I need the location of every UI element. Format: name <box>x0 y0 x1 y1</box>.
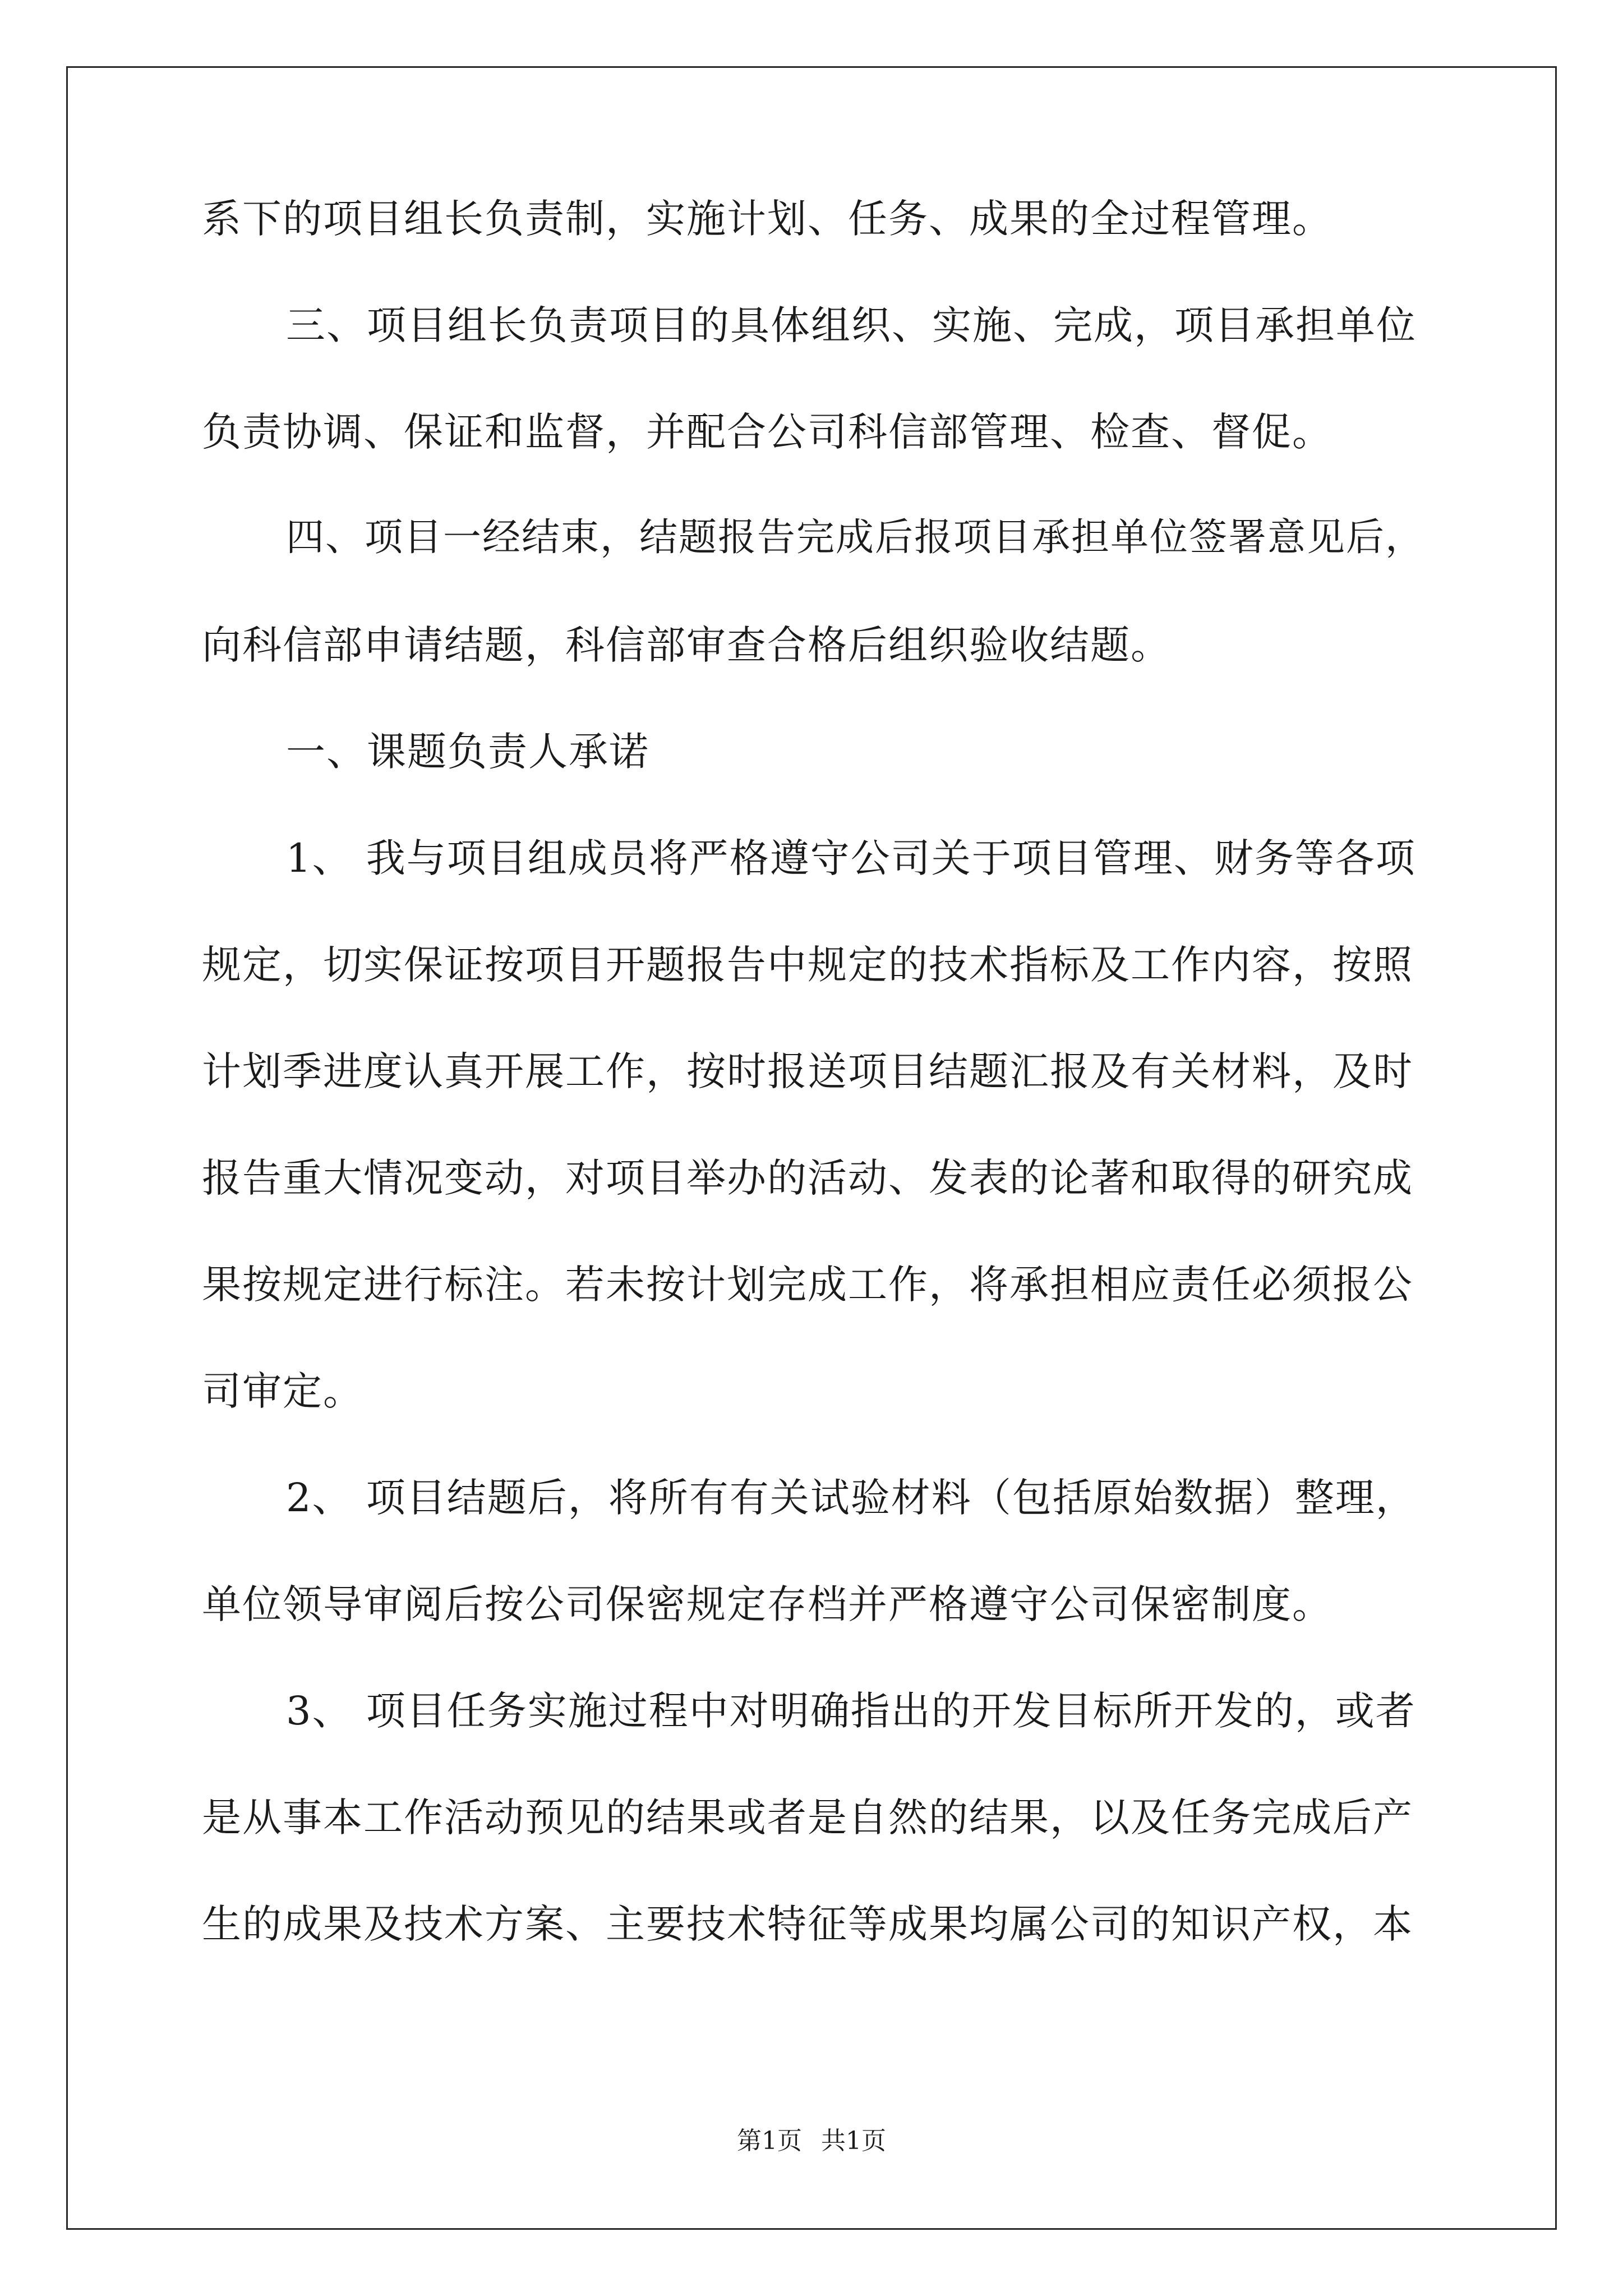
section-heading: 一、课题负责人承诺 <box>286 729 649 775</box>
text-line: 3、 项目任务实施过程中对明确指出的开发目标所开发的，或者 <box>286 1688 1416 1734</box>
text-line: 报告重大情况变动，对项目举办的活动、发表的论著和取得的研究成 <box>202 1155 1413 1201</box>
text-line: 单位领导审阅后按公司保密规定存档并严格遵守公司保密制度。 <box>202 1581 1332 1627</box>
text-line: 是从事本工作活动预见的结果或者是自然的结果，以及任务完成后产 <box>202 1795 1413 1841</box>
page-total: 共1页 <box>821 2127 886 2155</box>
text-line: 负责协调、保证和监督，并配合公司科信部管理、检查、督促。 <box>202 409 1332 455</box>
page-number: 第1页 <box>737 2127 802 2155</box>
text-line: 2、 项目结题后，将所有有关试验材料（包括原始数据）整理， <box>286 1475 1416 1521</box>
text-line: 规定，切实保证按项目开题报告中规定的技术指标及工作内容，按照 <box>202 942 1413 988</box>
text-line: 四、项目一经结束，结题报告完成后报项目承担单位签署意见后， <box>286 516 1425 560</box>
text-line: 生的成果及技术方案、主要技术特征等成果均属公司的知识产权，本 <box>202 1901 1413 1947</box>
text-line: 向科信部申请结题，科信部审查合格后组织验收结题。 <box>202 622 1171 668</box>
text-line: 系下的项目组长负责制，实施计划、任务、成果的全过程管理。 <box>202 196 1332 242</box>
text-line: 三、项目组长负责项目的具体组织、实施、完成，项目承担单位 <box>286 302 1417 348</box>
text-line: 计划季进度认真开展工作，按时报送项目结题汇报及有关材料，及时 <box>202 1048 1413 1094</box>
text-line: 果按规定进行标注。若未按计划完成工作，将承担相应责任必须报公 <box>202 1262 1413 1308</box>
page-footer <box>0 2120 1623 2156</box>
text-line: 1、 我与项目组成员将严格遵守公司关于项目管理、财务等各项 <box>286 835 1416 881</box>
text-line: 司审定。 <box>202 1368 363 1414</box>
